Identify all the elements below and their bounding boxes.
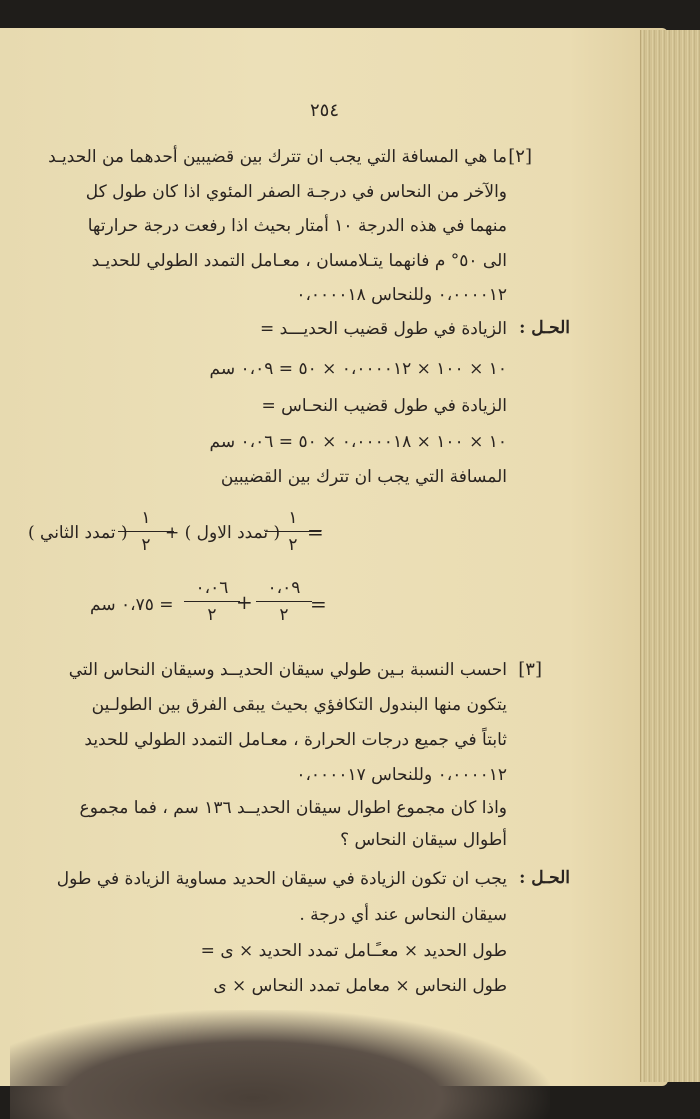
- problem-3-line: ثابتاً في جميع درجات الحرارة ، معـامل التمدد الطولي للحديد: [84, 730, 507, 750]
- result: = ٠،٧٥ سم: [90, 595, 174, 615]
- numerator: ٠،٠٦: [184, 578, 240, 602]
- solution-3-line: سيقان النحاس عند أي درجة .: [299, 905, 507, 925]
- problem-3-line: يتكون منها البندول التكافؤي بحيث يبقى الفرق بين الطولـين: [91, 695, 507, 715]
- problem-2-line: ما هي المسافة التي يجب ان تترك بين قضيبين أحدهما من الحديـد: [48, 147, 507, 167]
- solution-2-line: الزيادة في طول قضيب الحديـــد =: [260, 319, 507, 339]
- solution-2-line: المسافة التي يجب ان تترك بين القضيبين: [220, 467, 507, 487]
- problem-2-line: الى ٥٠° م فانهما يتـلامسان ، معـامل التمدد الطولي للحديـد: [91, 251, 507, 271]
- equals-sign: =: [307, 520, 324, 544]
- numerator: ١: [118, 508, 174, 532]
- solution-3-label: الحـل :: [519, 868, 570, 888]
- problem-3-line: احسب النسبة بـين طولي سيقان الحديــد وسيقان النحاس التي: [68, 660, 507, 680]
- problem-3-marker: [٣]: [518, 659, 542, 680]
- problem-3-line: ٠،٠٠٠٠١٢ وللنحاس ٠،٠٠٠٠١٧: [296, 765, 507, 785]
- first-expansion: ( تمدد الاول ) +: [165, 523, 281, 543]
- solution-2-line: ١٠ × ١٠٠ × ٠،٠٠٠٠١٨ × ٥٠ = ٠،٠٦ سم: [209, 432, 507, 452]
- problem-3-line: أطوال سيقان النحاس ؟: [340, 830, 507, 850]
- second-expansion: ( تمدد الثاني ): [28, 523, 128, 543]
- problem-3-line: واذا كان مجموع اطوال سيقان الحديــد ١٣٦ سم ، فما مجموع: [79, 798, 507, 818]
- fraction-iron: [256, 578, 312, 625]
- solution-2-line: الزيادة في طول قضيب النحـاس =: [261, 396, 507, 416]
- denominator: ٢: [207, 605, 217, 625]
- numerator: ٠،٠٩: [256, 578, 312, 602]
- denominator: ٢: [288, 535, 298, 555]
- numerator: ١: [265, 508, 321, 532]
- solution-2-label: الحـل :: [519, 318, 570, 338]
- denominator: ٢: [141, 535, 151, 555]
- solution-3-line: طول الحديد × معـًـامل تمدد الحديد × ى =: [200, 941, 507, 961]
- solution-3-line: طول النحاس × معامل تمدد النحاس × ى: [213, 976, 507, 996]
- problem-2-line: منهما في هذه الدرجة ١٠ أمتار بحيث اذا رفعت درجة حرارتها: [87, 216, 507, 236]
- solution-2-line: ١٠ × ١٠٠ × ٠،٠٠٠٠١٢ × ٥٠ = ٠،٠٩ سم: [209, 359, 507, 379]
- solution-3-line: يجب ان تكون الزيادة في سيقان الحديد مساوية الزيادة في طول: [56, 869, 507, 889]
- page-number: ٢٥٤: [310, 100, 340, 121]
- problem-2-line: والآخر من النحاس في درجـة الصفر المئوي اذا كان طول كل: [85, 182, 507, 202]
- problem-2-marker: [٢]: [508, 146, 532, 167]
- plus-sign: +: [236, 590, 253, 614]
- denominator: ٢: [279, 605, 289, 625]
- problem-2-line: ٠،٠٠٠٠١٢ وللنحاس ٠،٠٠٠٠١٨: [296, 285, 507, 305]
- equals-sign: =: [310, 592, 327, 616]
- fraction-copper: [184, 578, 240, 625]
